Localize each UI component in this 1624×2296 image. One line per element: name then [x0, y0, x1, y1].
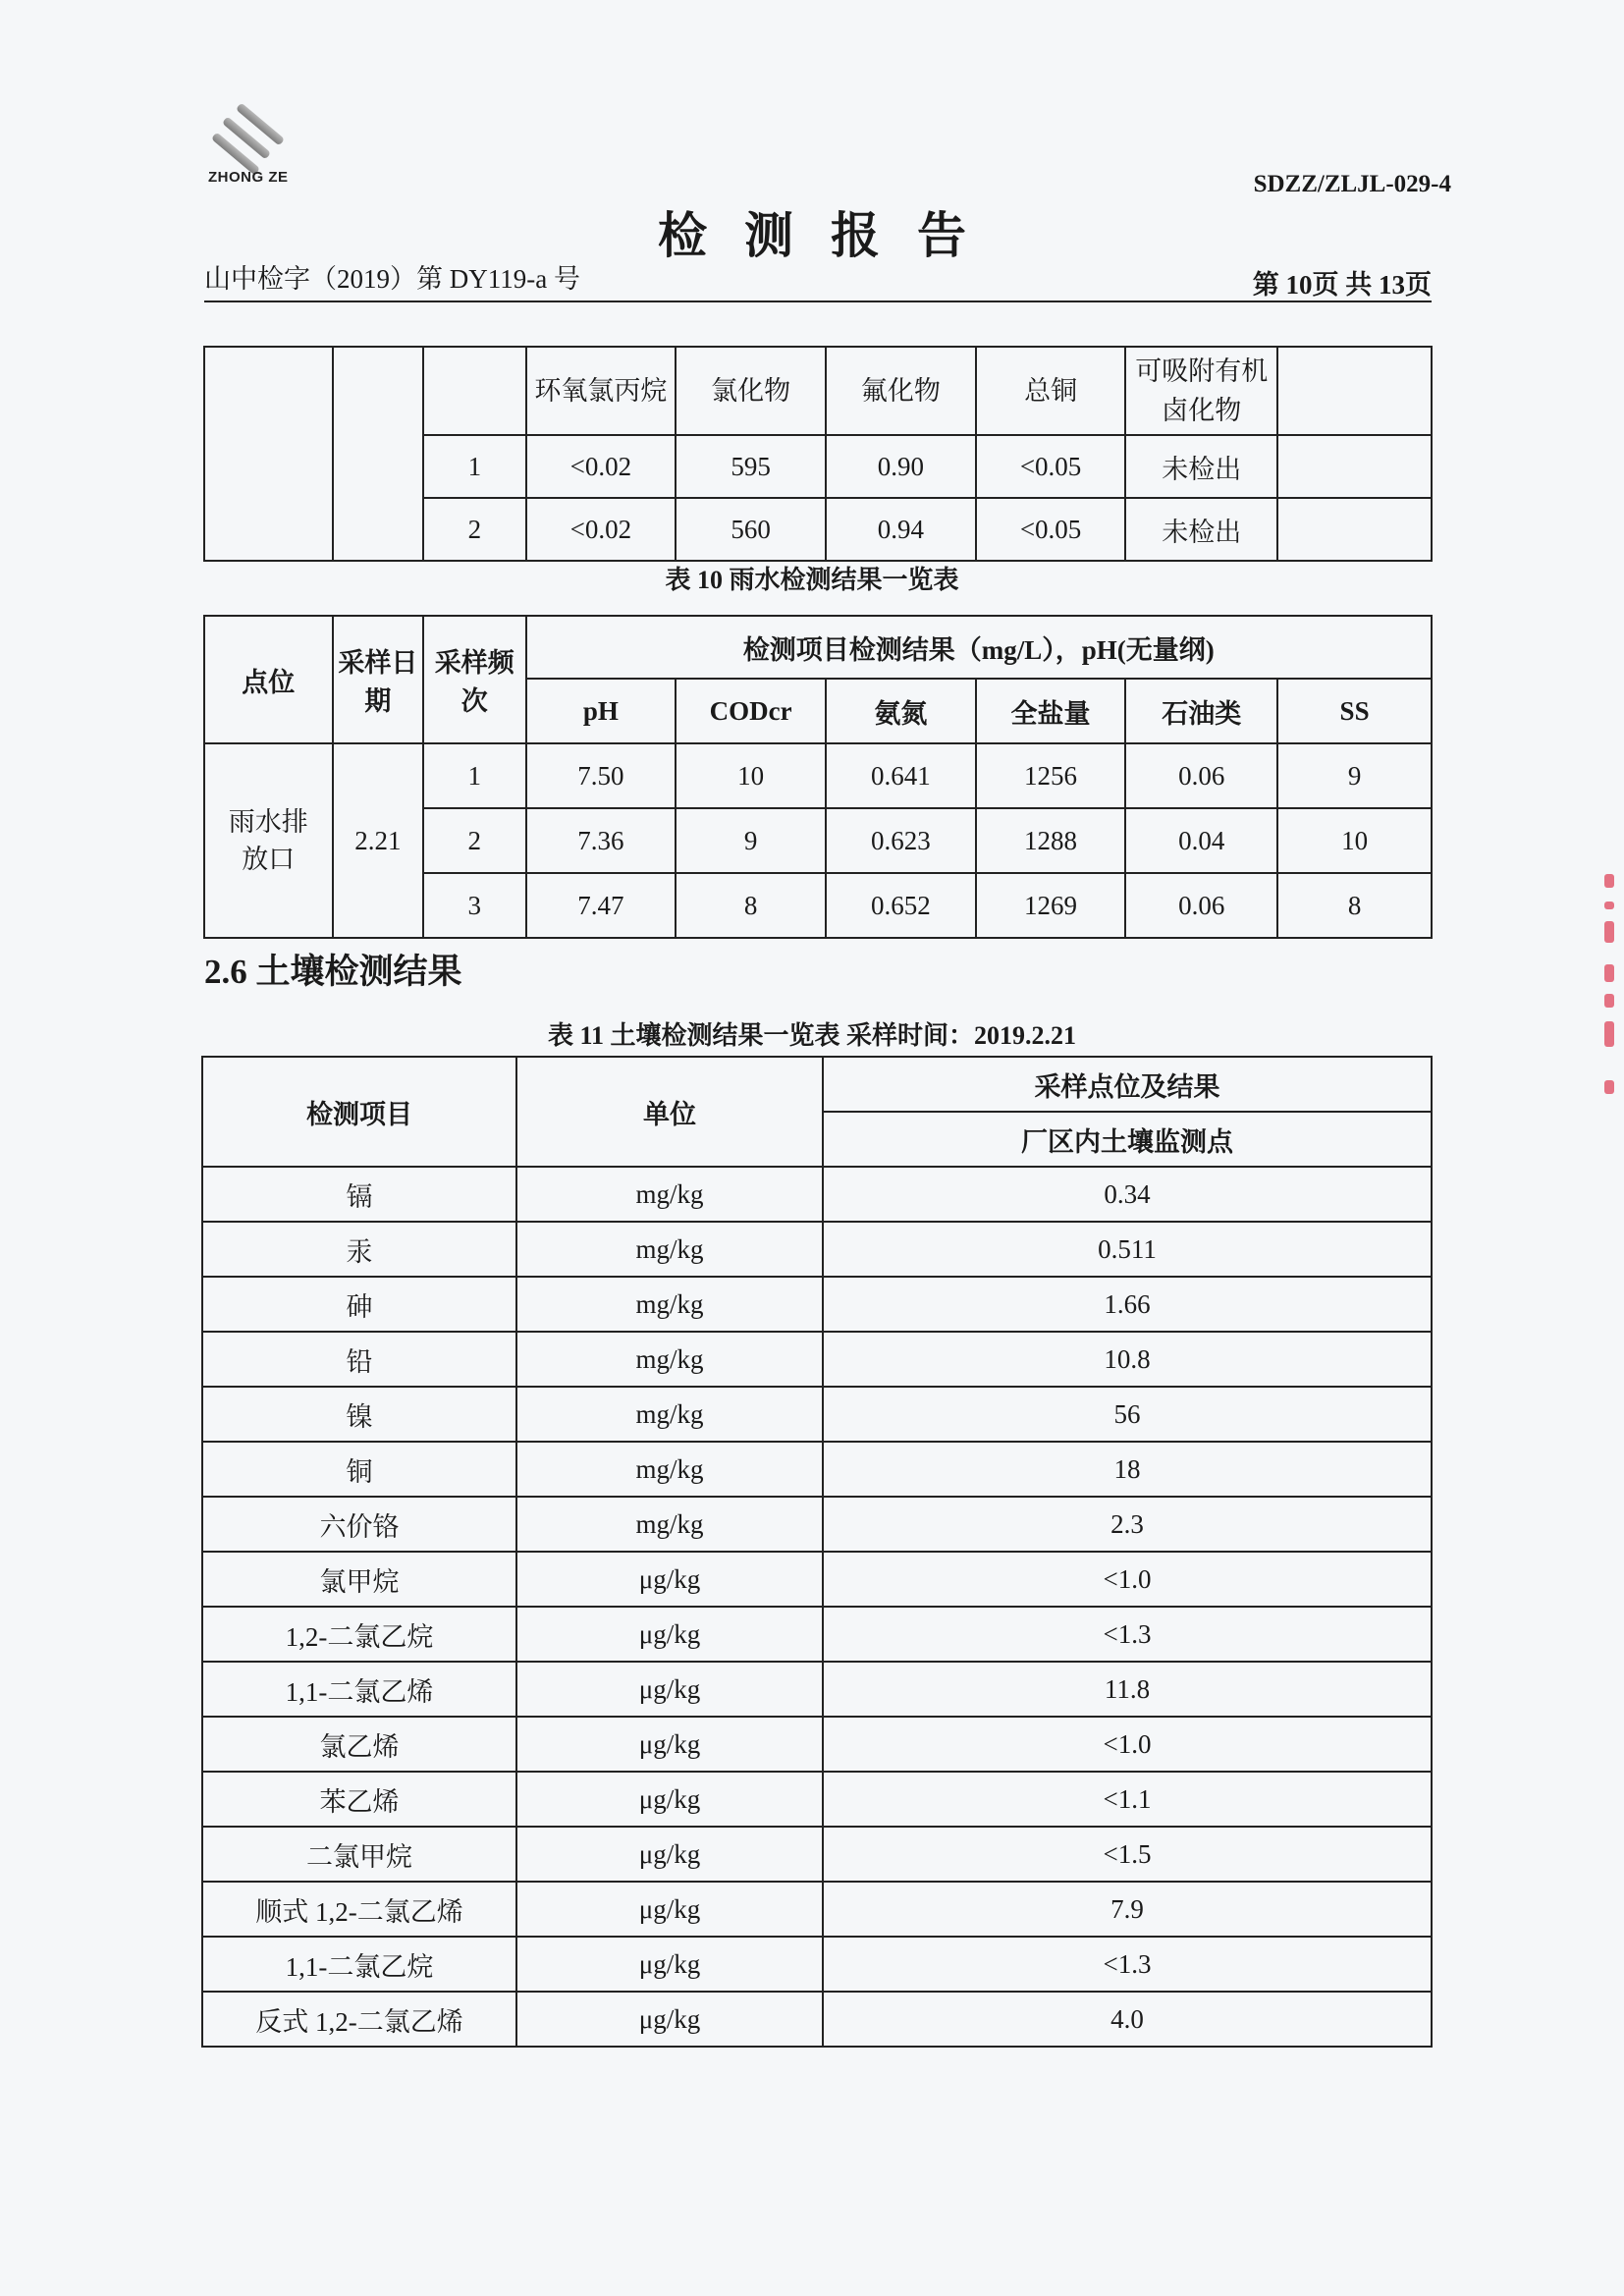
- value-cell: 0.511: [823, 1222, 1432, 1277]
- table-row: [202, 1717, 1432, 1772]
- section-heading: 2.6 土壤检测结果: [204, 953, 462, 991]
- table-header-row: [204, 347, 1432, 435]
- unit-cell: mg/kg: [516, 1167, 823, 1222]
- col-header: 氨氮: [826, 679, 976, 743]
- value-cell: 560: [676, 498, 826, 561]
- col-header: 氟化物: [826, 347, 976, 435]
- unit-cell: μg/kg: [516, 1662, 823, 1717]
- value-cell: 1256: [976, 743, 1126, 808]
- report-number: 山中检字（2019）第 DY119-a 号: [204, 264, 580, 294]
- date-header: 采样日期: [333, 616, 423, 743]
- seal-stamp-fragment: [1600, 874, 1620, 1120]
- item-cell: 反式 1,2-二氯乙烯: [202, 1992, 516, 2047]
- col-header: 总铜: [976, 347, 1126, 435]
- freq-cell: 1: [423, 743, 525, 808]
- table-11-caption: 表 11 土壤检测结果一览表 采样时间：2019.2.21: [547, 1021, 1077, 1050]
- value-cell: 2.3: [823, 1497, 1432, 1552]
- value-cell: <0.05: [976, 498, 1126, 561]
- table-header-row: [202, 1057, 1432, 1112]
- value-cell: 1288: [976, 808, 1126, 873]
- location-header: 点位: [204, 616, 333, 743]
- document-code: SDZZ/ZLJL-029-4: [1253, 171, 1451, 197]
- table-row: [202, 1222, 1432, 1277]
- col-header: [1277, 347, 1432, 435]
- unit-cell: mg/kg: [516, 1332, 823, 1387]
- table-row: [202, 1772, 1432, 1827]
- item-cell: 砷: [202, 1277, 516, 1332]
- unit-cell: mg/kg: [516, 1497, 823, 1552]
- company-logo: [204, 98, 302, 191]
- value-cell: 0.623: [826, 808, 976, 873]
- value-cell: 56: [823, 1387, 1432, 1442]
- page-title: 检测报告: [658, 208, 1003, 263]
- item-cell: 1,1-二氯乙烷: [202, 1937, 516, 1992]
- value-cell: 11.8: [823, 1662, 1432, 1717]
- item-cell: 镍: [202, 1387, 516, 1442]
- item-cell: 1,2-二氯乙烷: [202, 1607, 516, 1662]
- value-cell: 0.34: [823, 1167, 1432, 1222]
- table-row: [202, 1167, 1432, 1222]
- value-cell: <0.02: [526, 498, 677, 561]
- col-header: 环氧氯丙烷: [526, 347, 677, 435]
- value-cell: 0.04: [1125, 808, 1277, 873]
- header-divider: [204, 301, 1432, 302]
- table-10-rainwater: [203, 615, 1433, 939]
- item-header: 检测项目: [202, 1057, 516, 1167]
- table-9-continued: [203, 346, 1433, 562]
- table-row: [202, 1552, 1432, 1607]
- item-cell: 镉: [202, 1167, 516, 1222]
- freq-cell: 3: [423, 873, 525, 938]
- value-cell: <0.05: [976, 435, 1126, 498]
- table-row: [202, 1607, 1432, 1662]
- col-header: pH: [526, 679, 677, 743]
- value-cell: 10.8: [823, 1332, 1432, 1387]
- value-cell: 0.06: [1125, 873, 1277, 938]
- value-cell: 18: [823, 1442, 1432, 1497]
- item-cell: 铅: [202, 1332, 516, 1387]
- item-cell: 氯甲烷: [202, 1552, 516, 1607]
- col-header: CODcr: [676, 679, 826, 743]
- logo-text: ZHONG ZE: [208, 169, 289, 186]
- item-cell: 铜: [202, 1442, 516, 1497]
- value-cell: 595: [676, 435, 826, 498]
- table-11-soil: [201, 1056, 1433, 2048]
- col-header: SS: [1277, 679, 1432, 743]
- unit-cell: μg/kg: [516, 1992, 823, 2047]
- unit-cell: μg/kg: [516, 1937, 823, 1992]
- freq-cell: 2: [423, 808, 525, 873]
- item-cell: 苯乙烯: [202, 1772, 516, 1827]
- table-row: [202, 1277, 1432, 1332]
- results-group-header: 检测项目检测结果（mg/L），pH(无量纲): [526, 616, 1432, 679]
- freq-cell: 1: [423, 435, 526, 498]
- item-cell: 1,1-二氯乙烯: [202, 1662, 516, 1717]
- unit-cell: mg/kg: [516, 1387, 823, 1442]
- value-cell: 未检出: [1125, 498, 1277, 561]
- item-cell: 汞: [202, 1222, 516, 1277]
- value-cell: 1269: [976, 873, 1126, 938]
- value-cell: [1277, 435, 1432, 498]
- page-number: 第 10页 共 13页: [1252, 270, 1432, 300]
- unit-cell: μg/kg: [516, 1717, 823, 1772]
- unit-cell: mg/kg: [516, 1277, 823, 1332]
- table-row: [202, 1387, 1432, 1442]
- table-row: [202, 1882, 1432, 1937]
- unit-cell: μg/kg: [516, 1882, 823, 1937]
- unit-cell: μg/kg: [516, 1772, 823, 1827]
- value-cell: 9: [676, 808, 826, 873]
- col-header: 氯化物: [676, 347, 826, 435]
- value-cell: 7.36: [526, 808, 677, 873]
- freq-cell: 2: [423, 498, 526, 561]
- value-cell: 未检出: [1125, 435, 1277, 498]
- value-cell: [1277, 498, 1432, 561]
- item-cell: 氯乙烯: [202, 1717, 516, 1772]
- value-cell: 10: [676, 743, 826, 808]
- value-cell: 0.641: [826, 743, 976, 808]
- value-cell: 0.90: [826, 435, 976, 498]
- sampling-point-header: 厂区内土壤监测点: [823, 1112, 1432, 1167]
- value-cell: 0.94: [826, 498, 976, 561]
- date-cell: [333, 347, 423, 561]
- value-cell: <1.3: [823, 1607, 1432, 1662]
- frequency-header: 采样频次: [423, 616, 525, 743]
- value-cell: <1.1: [823, 1772, 1432, 1827]
- table-header-row: [204, 616, 1432, 679]
- table-row: [202, 1937, 1432, 1992]
- value-cell: 9: [1277, 743, 1432, 808]
- unit-cell: μg/kg: [516, 1607, 823, 1662]
- value-cell: <1.0: [823, 1717, 1432, 1772]
- item-cell: 六价铬: [202, 1497, 516, 1552]
- location-cell: [204, 347, 333, 561]
- value-cell: 1.66: [823, 1277, 1432, 1332]
- col-header: 可吸附有机卤化物: [1125, 347, 1277, 435]
- item-cell: 二氯甲烷: [202, 1827, 516, 1882]
- unit-cell: mg/kg: [516, 1442, 823, 1497]
- table-row: [202, 1827, 1432, 1882]
- date-cell: 2.21: [333, 743, 423, 938]
- value-cell: <0.02: [526, 435, 677, 498]
- location-cell: 雨水排放口: [204, 743, 333, 938]
- value-cell: 10: [1277, 808, 1432, 873]
- table-row: [202, 1662, 1432, 1717]
- table-row: [202, 1497, 1432, 1552]
- unit-cell: μg/kg: [516, 1827, 823, 1882]
- freq-header: [423, 347, 526, 435]
- results-group-header: 采样点位及结果: [823, 1057, 1432, 1112]
- col-header: 石油类: [1125, 679, 1277, 743]
- table-row: [202, 1442, 1432, 1497]
- value-cell: 0.06: [1125, 743, 1277, 808]
- col-header: 全盐量: [976, 679, 1126, 743]
- table-row: [204, 743, 1432, 808]
- unit-header: 单位: [516, 1057, 823, 1167]
- value-cell: <1.0: [823, 1552, 1432, 1607]
- unit-cell: mg/kg: [516, 1222, 823, 1277]
- value-cell: 8: [1277, 873, 1432, 938]
- value-cell: 7.47: [526, 873, 677, 938]
- value-cell: 8: [676, 873, 826, 938]
- value-cell: <1.3: [823, 1937, 1432, 1992]
- value-cell: 7.50: [526, 743, 677, 808]
- table-10-caption: 表 10 雨水检测结果一览表: [665, 566, 959, 594]
- value-cell: 7.9: [823, 1882, 1432, 1937]
- item-cell: 顺式 1,2-二氯乙烯: [202, 1882, 516, 1937]
- unit-cell: μg/kg: [516, 1552, 823, 1607]
- value-cell: 0.652: [826, 873, 976, 938]
- value-cell: <1.5: [823, 1827, 1432, 1882]
- table-row: [202, 1332, 1432, 1387]
- table-row: [202, 1992, 1432, 2047]
- value-cell: 4.0: [823, 1992, 1432, 2047]
